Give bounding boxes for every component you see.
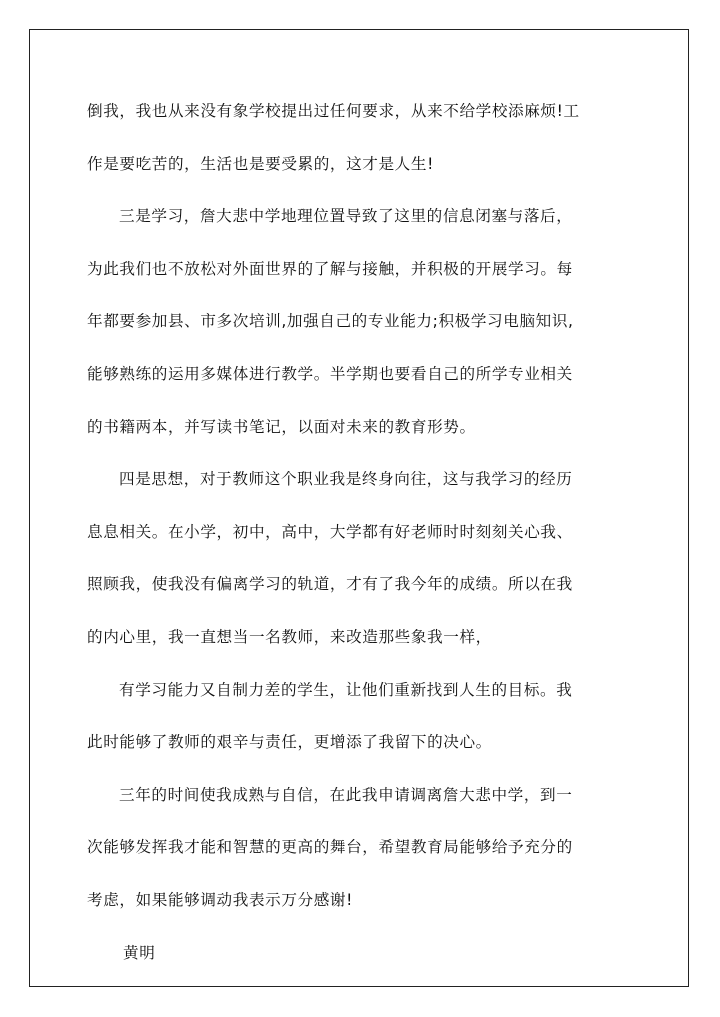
text-line: 能够熟练的运用多媒体进行教学。半学期也要看自己的所学专业相关 <box>87 364 573 383</box>
text-line: 年都要参加县、市多次培训,加强自己的专业能力;积极学习电脑知识, <box>87 312 574 331</box>
text-line: 的书籍两本，并写读书笔记，以面对未来的教育形势。 <box>87 417 476 436</box>
text-line: 倒我，我也从来没有象学校提出过任何要求，从来不给学校添麻烦!工 <box>87 102 580 120</box>
text-line: 息息相关。在小学，初中，高中，大学都有好老师时时刻刻关心我、 <box>87 522 573 541</box>
text-line: 的内心里，我一直想当一名教师，来改造那些象我一样， <box>87 627 492 646</box>
text-line: 为此我们也不放松对外面世界的了解与接触，并积极的开展学习。每 <box>87 259 573 278</box>
signature: 黄明 <box>123 943 156 962</box>
text-line: 次能够发挥我才能和智慧的更高的舞台，希望教育局能够给予充分的 <box>87 838 573 857</box>
paragraph-start-line: 三是学习，詹大悲中学地理位置导致了这里的信息闭塞与落后， <box>119 207 573 226</box>
paragraph-start-line: 四是思想，对于教师这个职业我是终身向往，这与我学习的经历 <box>119 470 573 489</box>
paragraph-start-line: 有学习能力又自制力差的学生，让他们重新找到人生的目标。我 <box>119 680 573 699</box>
text-line: 作是要吃苦的，生活也是要受累的，这才是人生! <box>87 154 434 173</box>
text-line: 此时能够了教师的艰辛与责任，更增添了我留下的决心。 <box>87 733 492 752</box>
paragraph-start-line: 三年的时间使我成熟与自信，在此我申请调离詹大悲中学，到一 <box>119 785 573 804</box>
letter-body <box>87 96 635 990</box>
text-line: 考虑，如果能够调动我表示万分感谢! <box>87 890 353 909</box>
text-line: 照顾我，使我没有偏离学习的轨道，才有了我今年的成绩。所以在我 <box>87 575 573 594</box>
